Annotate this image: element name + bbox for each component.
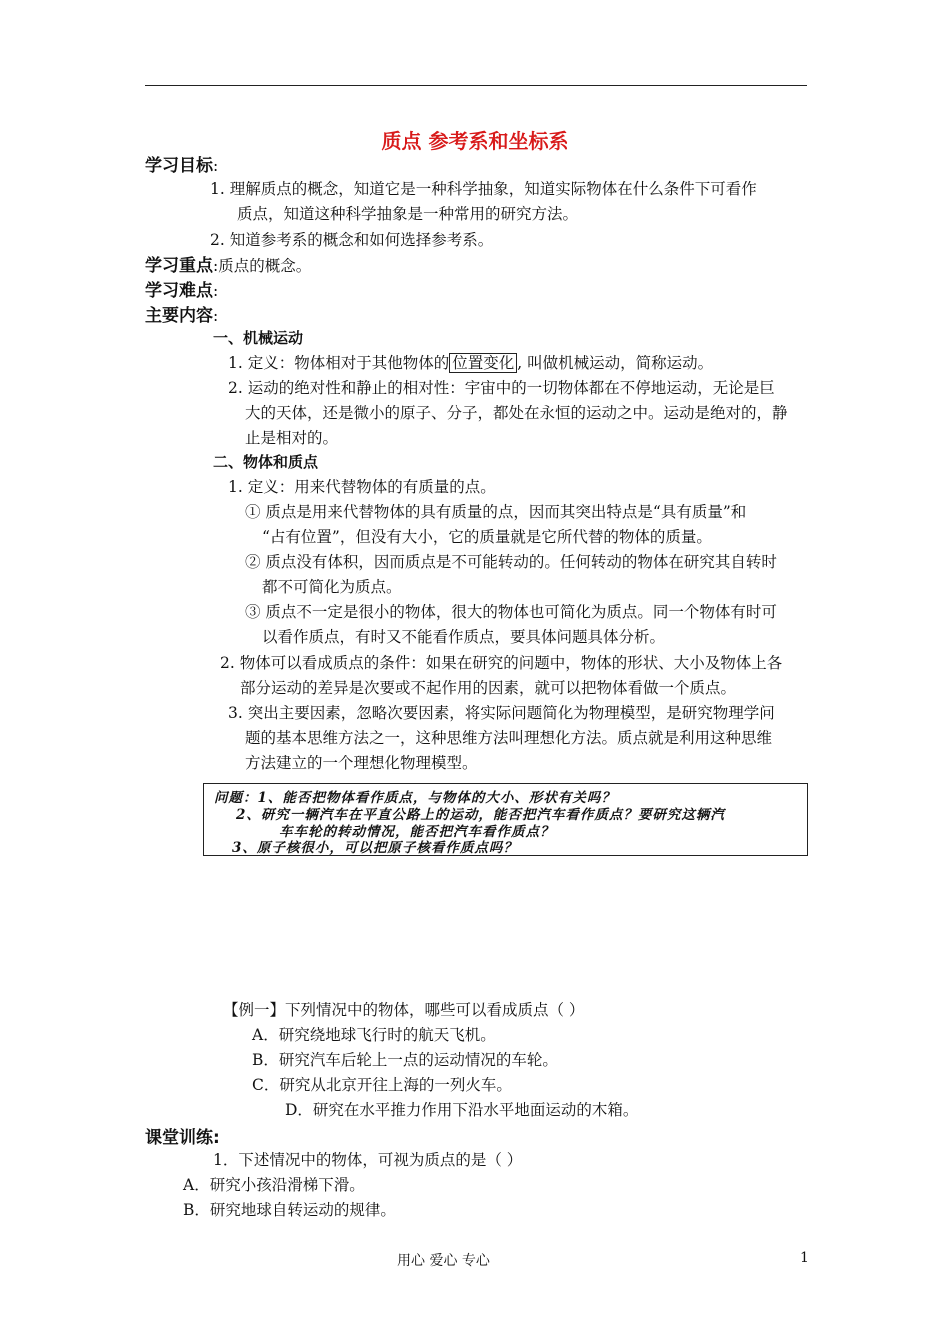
main-content-heading: 主要内容 (145, 306, 213, 326)
section-1-p2-line-1: 2. 运动的绝对性和静止的相对性：宇宙中的一切物体都在不停地运动，无论是巨 (228, 379, 775, 397)
goal-item-2: 2. 知道参考系的概念和如何选择参考系。 (210, 231, 494, 249)
example-1-option-a: A．研究绕地球飞行时的航天飞机。 (252, 1026, 496, 1044)
header-rule (145, 85, 807, 86)
key-point-line (145, 251, 311, 276)
section-2-c2-line-1: ② 质点没有体积，因而质点是不可能转动的。任何转动的物体在研究其自转时 (245, 553, 777, 571)
question-3: 3、原子核很小，可以把原子核看作质点吗？ (232, 840, 518, 856)
section-1-p2-line-2: 大的天体，还是微小的原子、分子，都处在永恒的运动之中。运动是绝对的，静 (245, 404, 788, 422)
goal-item-1-line-1: 1. 理解质点的概念，知道它是一种科学抽象，知道实际物体在什么条件下可看作 (210, 180, 757, 198)
example-1-option-b: B．研究汽车后轮上一点的运动情况的车轮。 (252, 1051, 558, 1069)
questions-box (203, 783, 808, 856)
section-1-p2-line-3: 止是相对的。 (245, 429, 339, 447)
example-1-stem: 【例一】下列情况中的物体，哪些可以看成质点（ ） (223, 1001, 585, 1019)
question-2-line-1: 2、研究一辆汽车在平直公路上的运动，能否把汽车看作质点？要研究这辆汽 (236, 807, 725, 823)
page-number: 1 (800, 1250, 809, 1266)
key-point-text: :质点的概念。 (213, 257, 312, 275)
def-suffix: , 叫做机械运动，简称运动。 (517, 354, 714, 372)
section-2-c1-line-2: “占有位置”，但没有大小，它的质量就是它所代替的物体的质量。 (262, 528, 712, 546)
practice-option-b: B．研究地球自转运动的规律。 (183, 1201, 396, 1219)
section-2-c1-line-1: ① 质点是用来代替物体的具有质量的点，因而其突出特点是“具有质量”和 (245, 503, 747, 521)
goals-heading: 学习目标 (145, 156, 213, 176)
def-boxed-term: 位置变化 (449, 353, 517, 373)
goals-colon: : (213, 157, 219, 175)
section-2-c3-line-2: 以看作质点，有时又不能看作质点，要具体问题具体分析。 (262, 628, 666, 646)
practice-option-a: A．研究小孩沿滑梯下滑。 (183, 1176, 365, 1194)
question-1: 问题：1、能否把物体看作质点，与物体的大小、形状有关吗？ (214, 790, 616, 806)
question-2-line-2: 车车轮的转动情况，能否把汽车看作质点？ (279, 824, 555, 840)
main-content-text: : (213, 307, 219, 325)
section-2-c2-line-2: 都不可简化为质点。 (262, 578, 402, 596)
main-content-line (145, 301, 218, 326)
practice-heading: 课堂训练: (145, 1128, 220, 1148)
section-2-p3-line-2: 题的基本思维方法之一，这种思维方法叫理想化方法。质点就是利用这种思维 (245, 729, 773, 747)
section-2-p2-line-1: 2. 物体可以看成质点的条件：如果在研究的问题中，物体的形状、大小及物体上各 (220, 654, 783, 672)
section-2-definition: 1. 定义：用来代替物体的有质量的点。 (228, 478, 496, 496)
key-point-heading: 学习重点 (145, 256, 213, 276)
section-2-p3-line-3: 方法建立的一个理想化物理模型。 (245, 754, 478, 772)
section-1-heading: 一、机械运动 (213, 329, 304, 347)
section-1-definition (228, 351, 713, 373)
example-1-option-c: C．研究从北京开往上海的一列火车。 (252, 1076, 512, 1094)
goals-heading-line (145, 151, 218, 176)
difficult-point-heading: 学习难点 (145, 281, 213, 301)
def-prefix: 1. 定义：物体相对于其他物体的 (228, 354, 450, 372)
practice-question-1: 1．下述情况中的物体，可视为质点的是（ ） (213, 1151, 523, 1169)
difficult-point-text: : (213, 282, 219, 300)
section-2-c3-line-1: ③ 质点不一定是很小的物体，很大的物体也可简化为质点。同一个物体有时可 (245, 603, 777, 621)
footer-motto: 用心 爱心 专心 (397, 1253, 490, 1269)
section-2-heading: 二、物体和质点 (213, 453, 319, 471)
section-2-p3-line-1: 3. 突出主要因素，忽略次要因素，将实际问题简化为物理模型，是研究物理学问 (228, 704, 775, 722)
page-title: 质点 参考系和坐标系 (381, 129, 569, 153)
example-1-option-d: D．研究在水平推力作用下沿水平地面运动的木箱。 (285, 1101, 639, 1119)
section-2-p2-line-2: 部分运动的差异是次要或不起作用的因素，就可以把物体看做一个质点。 (240, 679, 737, 697)
goal-item-1-line-2: 质点，知道这种科学抽象是一种常用的研究方法。 (237, 205, 579, 223)
difficult-point-line (145, 276, 218, 301)
